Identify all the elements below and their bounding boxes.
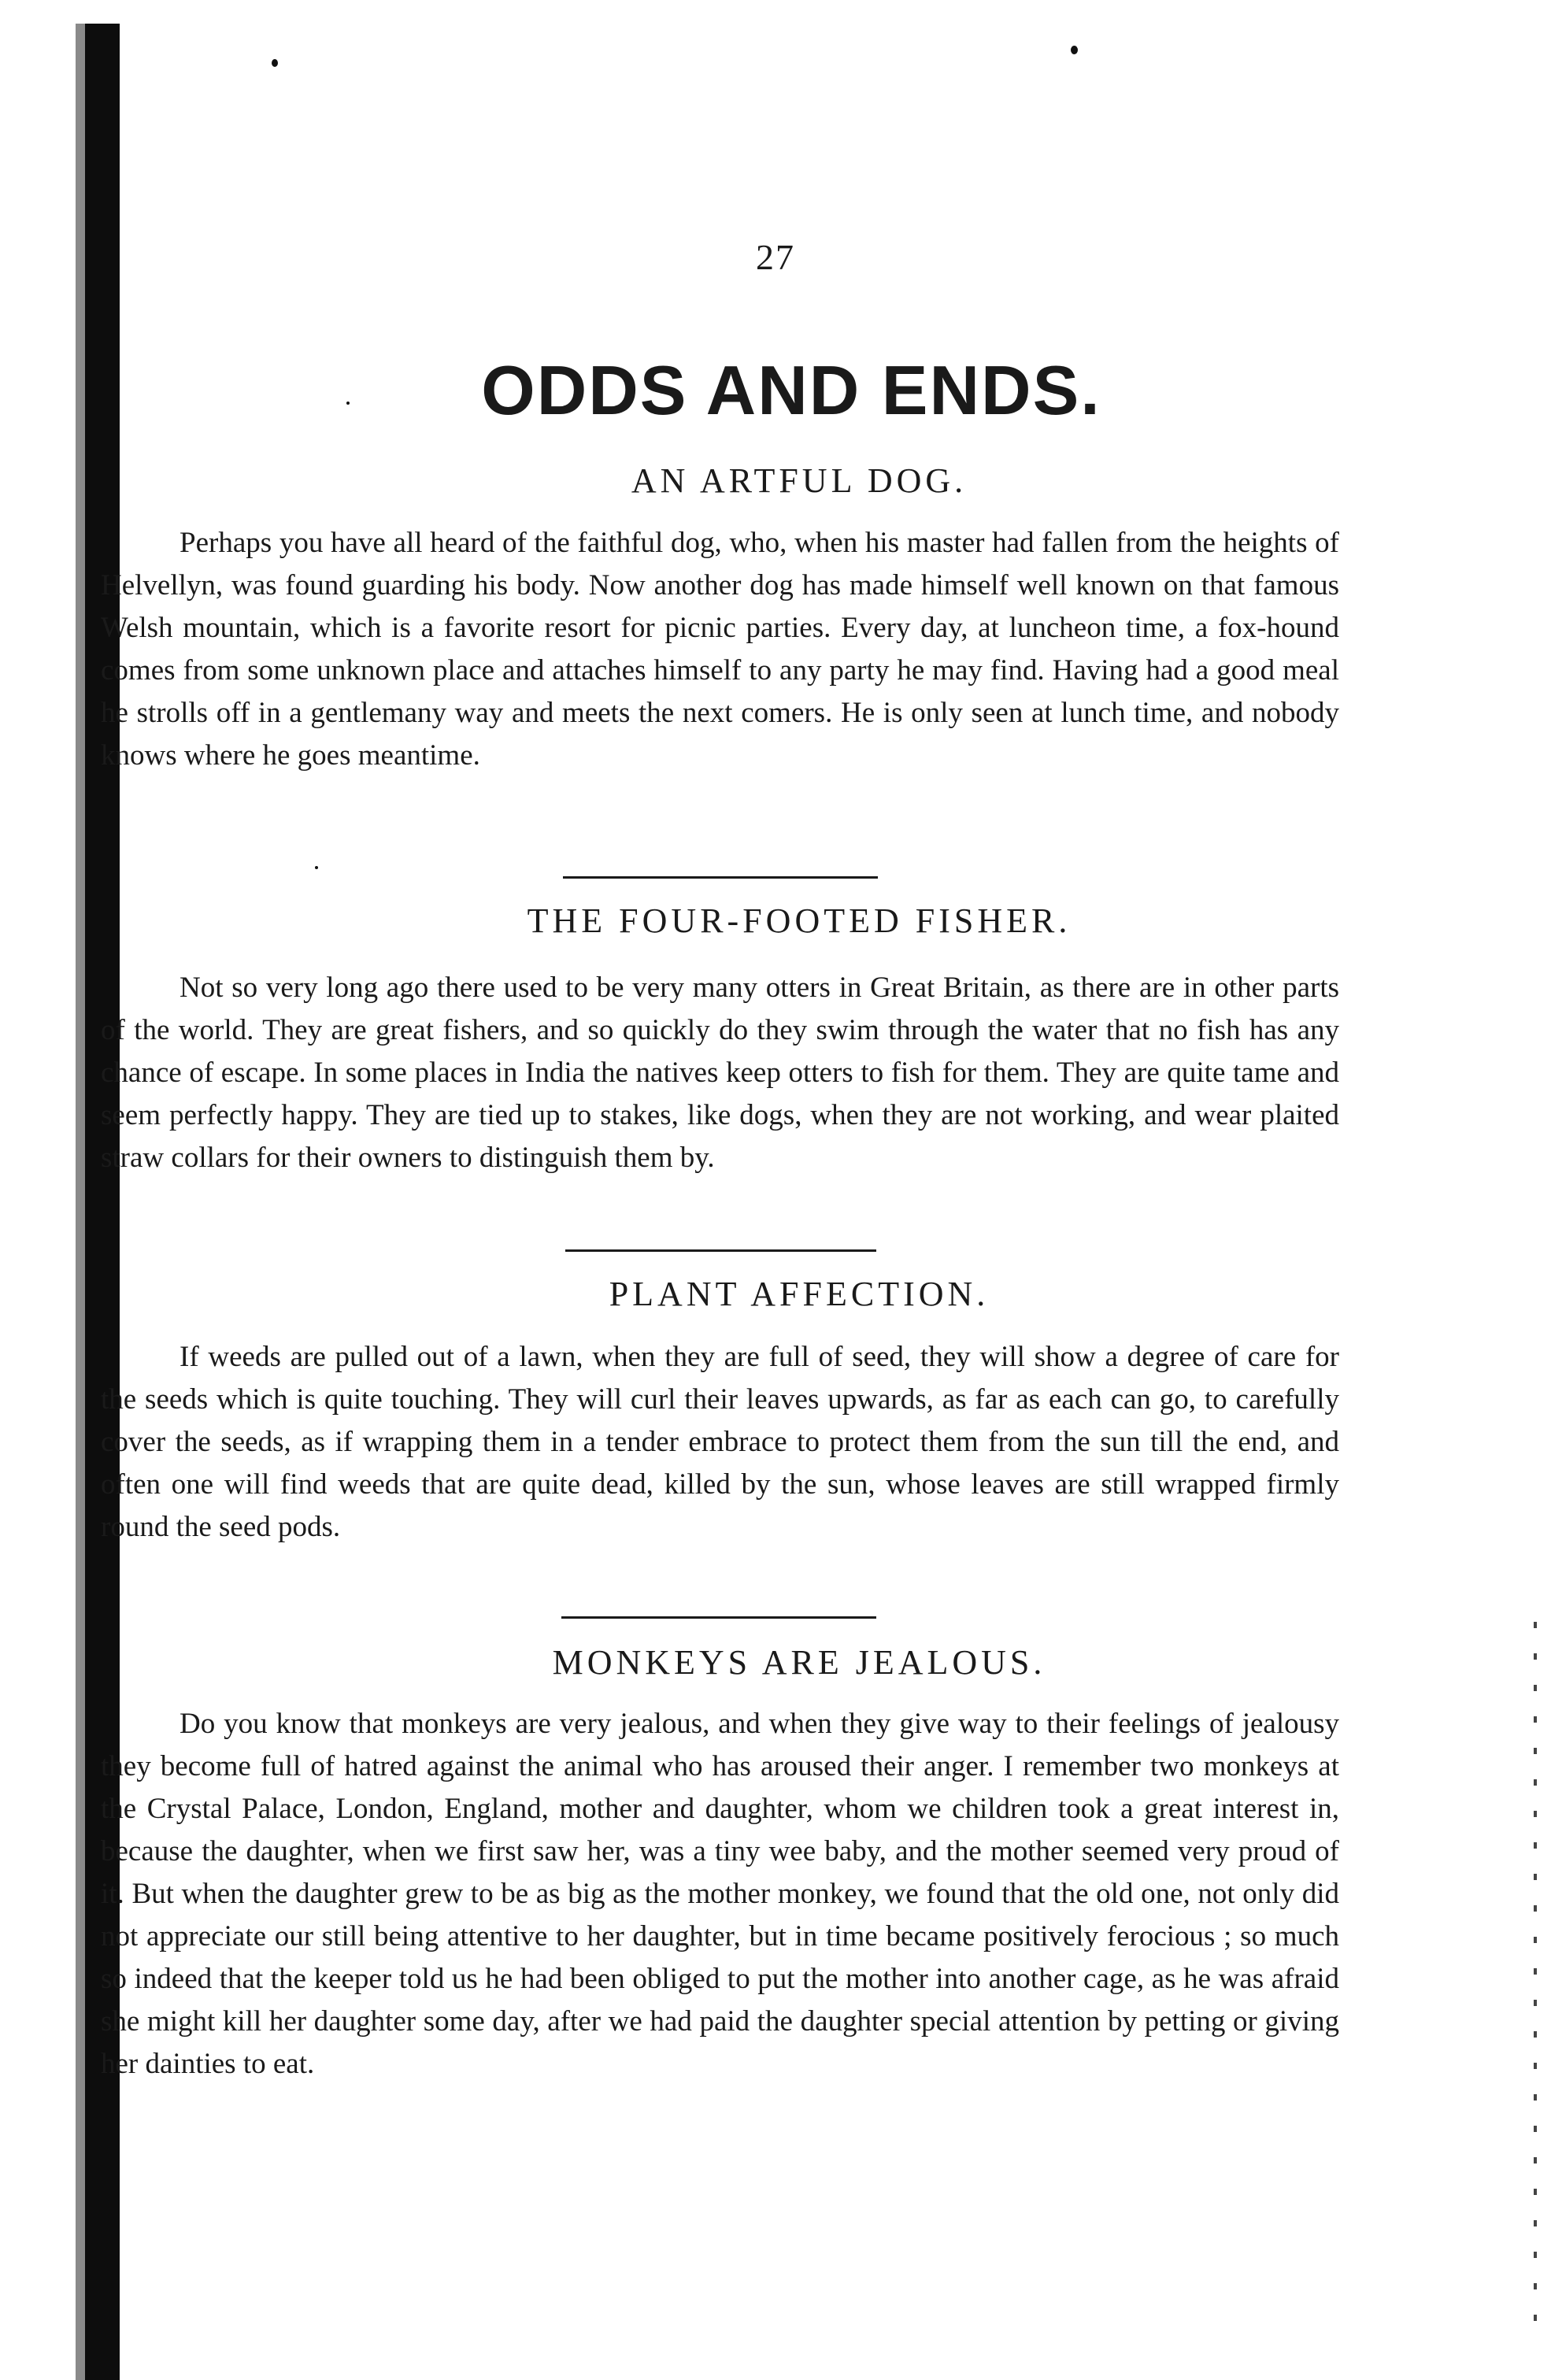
article-body-artful-dog: Perhaps you have all heard of the faithful dog, who, when his master had fallen from the heights of Helvellyn, was found guarding his body. Now another dog has made himself well known on that famous Welsh mountain, which is a favorite resort for picnic parties. Every day, at luncheon time, a fox-hound comes from some unknown place and attaches himself to any party he may find. Having had a good meal he strolls off in a gentlemany way and meets the next comers. He is only seen at lunch time, and nobody knows where he goes meantime. <box>101 527 1339 772</box>
article-heading-monkeys-jealous: MONKEYS ARE JEALOUS. <box>552 1643 1046 1682</box>
section-divider <box>561 1616 876 1619</box>
scan-speck <box>1071 46 1078 54</box>
page-number: 27 <box>756 237 795 277</box>
article-heading-artful-dog: AN ARTFUL DOG. <box>631 461 968 500</box>
article-heading-four-footed-fisher: THE FOUR-FOOTED FISHER. <box>527 901 1072 940</box>
section-divider <box>565 1249 876 1252</box>
scan-speck <box>272 59 278 67</box>
article-body-plant-affection: If weeds are pulled out of a lawn, when they are full of seed, they will show a degree of care for the seeds which is quite touching. They will curl their leaves upwards, as far as each can go, to carefully cover the seeds, as if wrapping them in a tender embrace to protect them from the sun till the end, and often one will find weeds that are quite dead, killed by the sun, whose leaves are still wrapped firmly round the seed pods. <box>101 1341 1339 1543</box>
scan-speck <box>315 866 318 869</box>
article-heading-plant-affection: PLANT AFFECTION. <box>609 1275 990 1313</box>
edge-marks <box>1534 1622 1537 2330</box>
article-body-monkeys-jealous: Do you know that monkeys are very jealous, and when they give way to their feelings of jealousy they become full of hatred against the animal who has aroused their anger. I remember two monkeys at the Crystal Palace, London, England, mother and daughter, whom we children took a great interest in, because the daughter, when we first saw her, was a tiny wee baby, and the mother seemed very proud of it. But when the daughter grew to be as big as the mother monkey, we found that the old one, not only did not appreciate our still being attentive to her daughter, but in time became positively ferocious ; so much so indeed that the keeper told us he had been obliged to put the mother into another cage, as he was afraid she might kill her daughter some day, after we had paid the daughter special attention by petting or giving her dainties to eat. <box>101 1708 1339 2080</box>
section-divider <box>563 876 878 879</box>
article-body-four-footed-fisher: Not so very long ago there used to be very many otters in Great Britain, as there are in other parts of the world. They are great fishers, and so quickly do they swim through the water that no fish has any chance of escape. In some places in India the natives keep otters to fish for them. They are quite tame and seem perfectly happy. They are tied up to stakes, like dogs, when they are not working, and wear plaited straw collars for their owners to distinguish them by. <box>101 972 1339 1174</box>
page-title: ODDS AND ENDS. <box>481 351 1101 429</box>
